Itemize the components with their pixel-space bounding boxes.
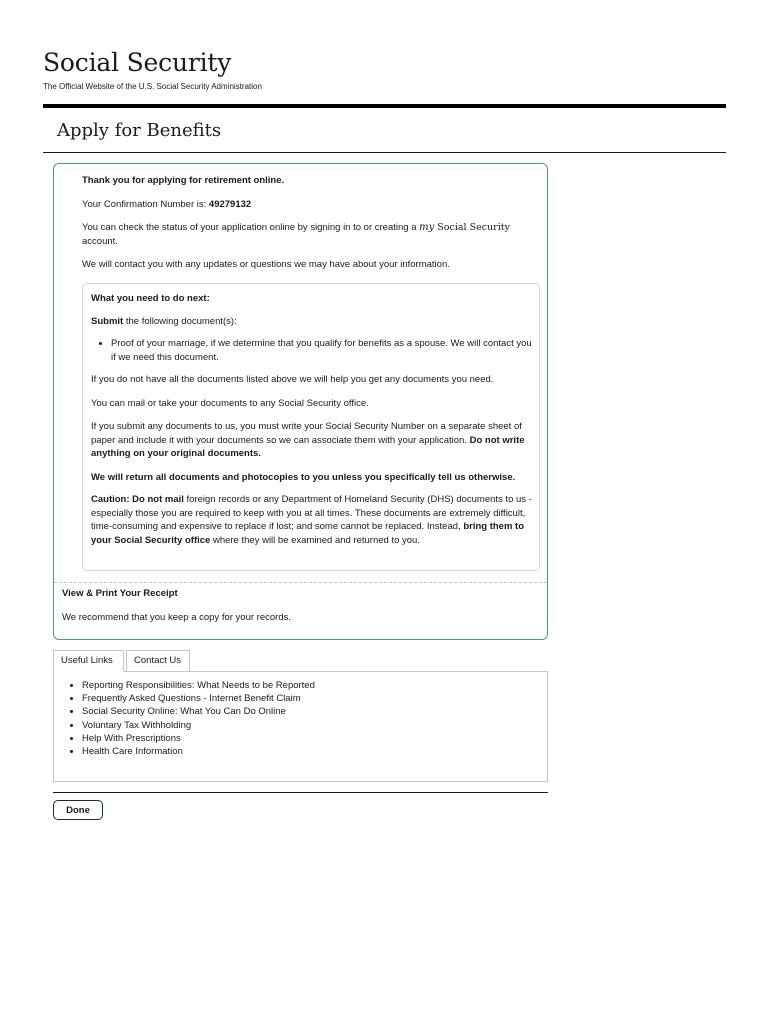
thank-you-message <box>82 174 537 188</box>
help-message: If you do not have all the documents listed above we will help you get any documents you need. <box>91 374 494 385</box>
receipt-text: We recommend that you keep a copy for your records. <box>62 611 291 623</box>
page-title: Apply for Benefits <box>57 120 222 141</box>
receipt-section <box>62 587 532 624</box>
useful-links-panel <box>53 671 548 782</box>
list-item <box>82 745 315 758</box>
confirmation-number-label: Your Confirmation Number is: <box>82 198 209 210</box>
list-item <box>82 719 315 732</box>
ssn-message <box>91 420 533 461</box>
tab-useful-links[interactable]: Useful Links <box>53 650 124 672</box>
site-subtitle: The Official Website of the U.S. Social Security Administration <box>43 82 262 91</box>
next-steps-content <box>91 292 533 547</box>
caution-message <box>91 493 533 547</box>
document-item: • Proof of your marriage, if we determine that you qualify for benefits as a spouse. We will contact you if we need this document. <box>111 337 533 364</box>
done-button[interactable]: Done <box>53 800 103 820</box>
list-item <box>82 705 315 718</box>
submit-bold: Submit <box>91 315 124 327</box>
status-social-security: Social Security <box>434 222 510 233</box>
receipt-heading[interactable]: View & Print Your Receipt <box>62 588 178 599</box>
link-social-security-online[interactable]: Social Security Online: What You Can Do Online <box>82 706 286 718</box>
confirmation-content <box>82 174 537 272</box>
list-item <box>82 679 315 692</box>
contact-message: We will contact you with any updates or questions we may have about your information. <box>82 259 450 270</box>
status-my: my <box>419 222 435 233</box>
list-item <box>82 692 315 705</box>
link-faq-internet-claim[interactable]: Frequently Asked Questions - Internet Benefit Claim <box>82 693 301 705</box>
thank-you-text: Thank you for applying for retirement online. <box>82 175 285 186</box>
link-voluntary-tax[interactable]: Voluntary Tax Withholding <box>82 719 192 731</box>
caution-bold-office: bring them to your Social Security office <box>91 521 525 546</box>
next-steps-box <box>82 283 540 571</box>
status-message <box>82 221 537 248</box>
tab-contact-us[interactable]: Contact Us <box>126 650 190 672</box>
caution-text: foreign records or any Department of Homeland Security (DHS) documents to us - especially those you are required to keep with you at all times. These documents are extremely difficult, time-consuming and expensive to replace if lost; and some cannot be replaced. Instead, <box>91 494 532 532</box>
header-divider <box>43 104 726 108</box>
mail-message: You can mail or take your documents to any Social Security office. <box>91 397 369 409</box>
site-title[interactable]: Social Security <box>43 48 232 77</box>
confirmation-panel <box>53 163 548 640</box>
title-divider <box>43 152 726 153</box>
receipt-divider <box>54 582 547 583</box>
documents-list <box>91 337 533 364</box>
status-text-post: account. <box>82 235 118 247</box>
caution-bold: Caution: Do not mail <box>91 494 184 505</box>
list-item <box>82 732 315 745</box>
next-steps-heading: What you need to do next: <box>91 293 210 304</box>
submit-rest: the following document(s): <box>123 315 237 327</box>
link-health-care[interactable]: Health Care Information <box>82 746 183 758</box>
link-reporting-responsibilities[interactable]: Reporting Responsibilities: What Needs to be Reported <box>82 680 315 691</box>
site-header <box>43 46 726 93</box>
caution-end: where they will be examined and returned to you. <box>210 534 420 546</box>
footer-divider <box>53 792 548 793</box>
return-message: We will return all documents and photocopies to you unless you specifically tell us otherwise. <box>91 471 516 483</box>
confirmation-number-line <box>82 198 537 212</box>
ssn-text: If you submit any documents to us, you must write your Social Security Number on a separate sheet of paper and include it with your documents so we can associate them with your application. <box>91 421 522 446</box>
link-help-prescriptions[interactable]: Help With Prescriptions <box>82 732 181 744</box>
useful-links-list <box>54 679 315 758</box>
status-text-pre: You can check the status of your application online by signing in to or creating a <box>82 222 420 233</box>
confirmation-number: 49279132 <box>208 198 252 210</box>
ssn-bold: Do not write anything on your original documents. <box>91 434 525 459</box>
submit-line <box>91 315 533 329</box>
